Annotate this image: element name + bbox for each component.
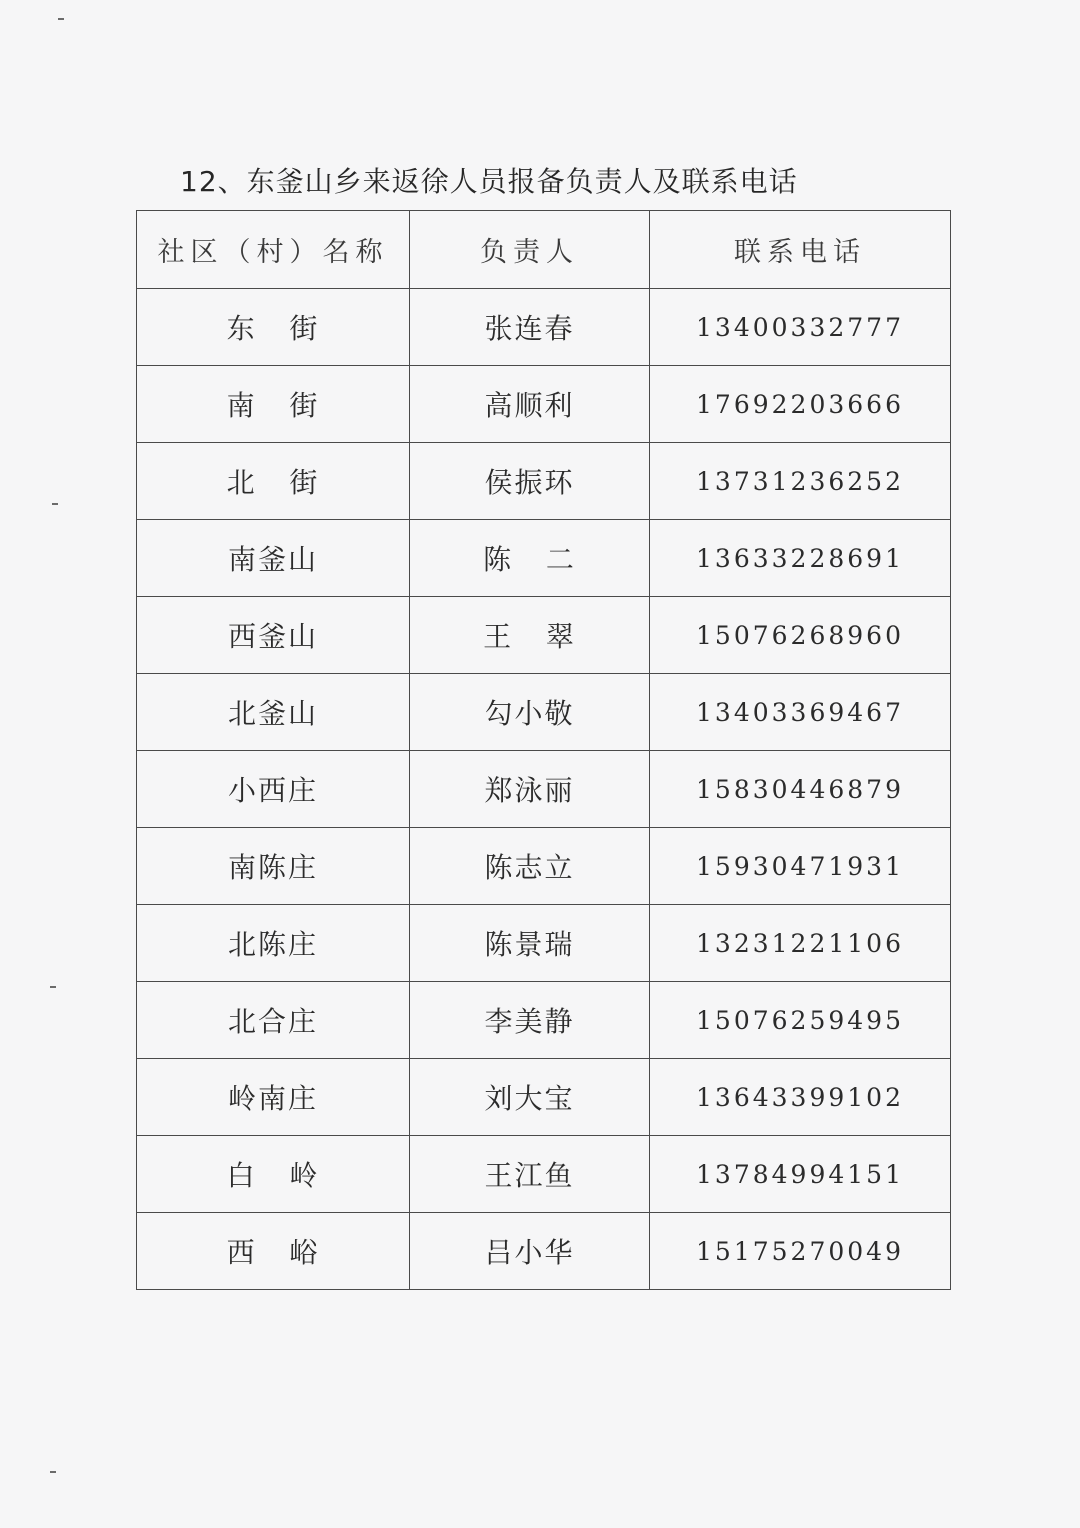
community-name: 南釜山 <box>137 520 410 597</box>
community-name: 西釜山 <box>137 597 410 674</box>
community-name: 西 峪 <box>137 1213 410 1290</box>
person-in-charge: 陈 二 <box>410 520 650 597</box>
phone-number: 13731236252 <box>650 443 951 520</box>
phone-number: 13403369467 <box>650 674 951 751</box>
person-in-charge: 王江鱼 <box>410 1136 650 1213</box>
community-name: 南 街 <box>137 366 410 443</box>
person-in-charge: 李美静 <box>410 982 650 1059</box>
header-community: 社区（村）名称 <box>137 211 410 289</box>
scan-speck <box>52 503 58 505</box>
table-row <box>137 289 951 366</box>
phone-number: 13643399102 <box>650 1059 951 1136</box>
phone-number: 15076259495 <box>650 982 951 1059</box>
phone-number: 13231221106 <box>650 905 951 982</box>
document-title: 12、东釜山乡来返徐人员报备负责人及联系电话 <box>180 165 798 198</box>
community-name: 北陈庄 <box>137 905 410 982</box>
scan-speck <box>50 986 56 988</box>
person-in-charge: 勾小敬 <box>410 674 650 751</box>
table-row <box>137 982 951 1059</box>
person-in-charge: 侯振环 <box>410 443 650 520</box>
header-person: 负责人 <box>410 211 650 289</box>
phone-number: 13784994151 <box>650 1136 951 1213</box>
phone-number: 15830446879 <box>650 751 951 828</box>
person-in-charge: 吕小华 <box>410 1213 650 1290</box>
table-row <box>137 366 951 443</box>
person-in-charge: 陈景瑞 <box>410 905 650 982</box>
phone-number: 15175270049 <box>650 1213 951 1290</box>
table-row <box>137 674 951 751</box>
community-name: 北合庄 <box>137 982 410 1059</box>
phone-number: 15076268960 <box>650 597 951 674</box>
scan-speck <box>50 1471 56 1473</box>
table-row <box>137 905 951 982</box>
person-in-charge: 刘大宝 <box>410 1059 650 1136</box>
table-row <box>137 520 951 597</box>
community-name: 东 街 <box>137 289 410 366</box>
person-in-charge: 陈志立 <box>410 828 650 905</box>
phone-number: 13400332777 <box>650 289 951 366</box>
community-name: 小西庄 <box>137 751 410 828</box>
community-name: 白 岭 <box>137 1136 410 1213</box>
table-row <box>137 751 951 828</box>
header-phone: 联系电话 <box>650 211 951 289</box>
table-row <box>137 1136 951 1213</box>
person-in-charge: 高顺利 <box>410 366 650 443</box>
table-header-row <box>137 211 951 289</box>
community-name: 岭南庄 <box>137 1059 410 1136</box>
phone-number: 13633228691 <box>650 520 951 597</box>
table-row <box>137 443 951 520</box>
community-name: 北釜山 <box>137 674 410 751</box>
table-row <box>137 1059 951 1136</box>
contacts-table <box>136 210 951 1290</box>
table-row <box>137 828 951 905</box>
person-in-charge: 张连春 <box>410 289 650 366</box>
table-row <box>137 1213 951 1290</box>
community-name: 南陈庄 <box>137 828 410 905</box>
table-row <box>137 597 951 674</box>
scan-speck <box>58 18 64 20</box>
community-name: 北 街 <box>137 443 410 520</box>
phone-number: 15930471931 <box>650 828 951 905</box>
phone-number: 17692203666 <box>650 366 951 443</box>
person-in-charge: 王 翠 <box>410 597 650 674</box>
person-in-charge: 郑泳丽 <box>410 751 650 828</box>
